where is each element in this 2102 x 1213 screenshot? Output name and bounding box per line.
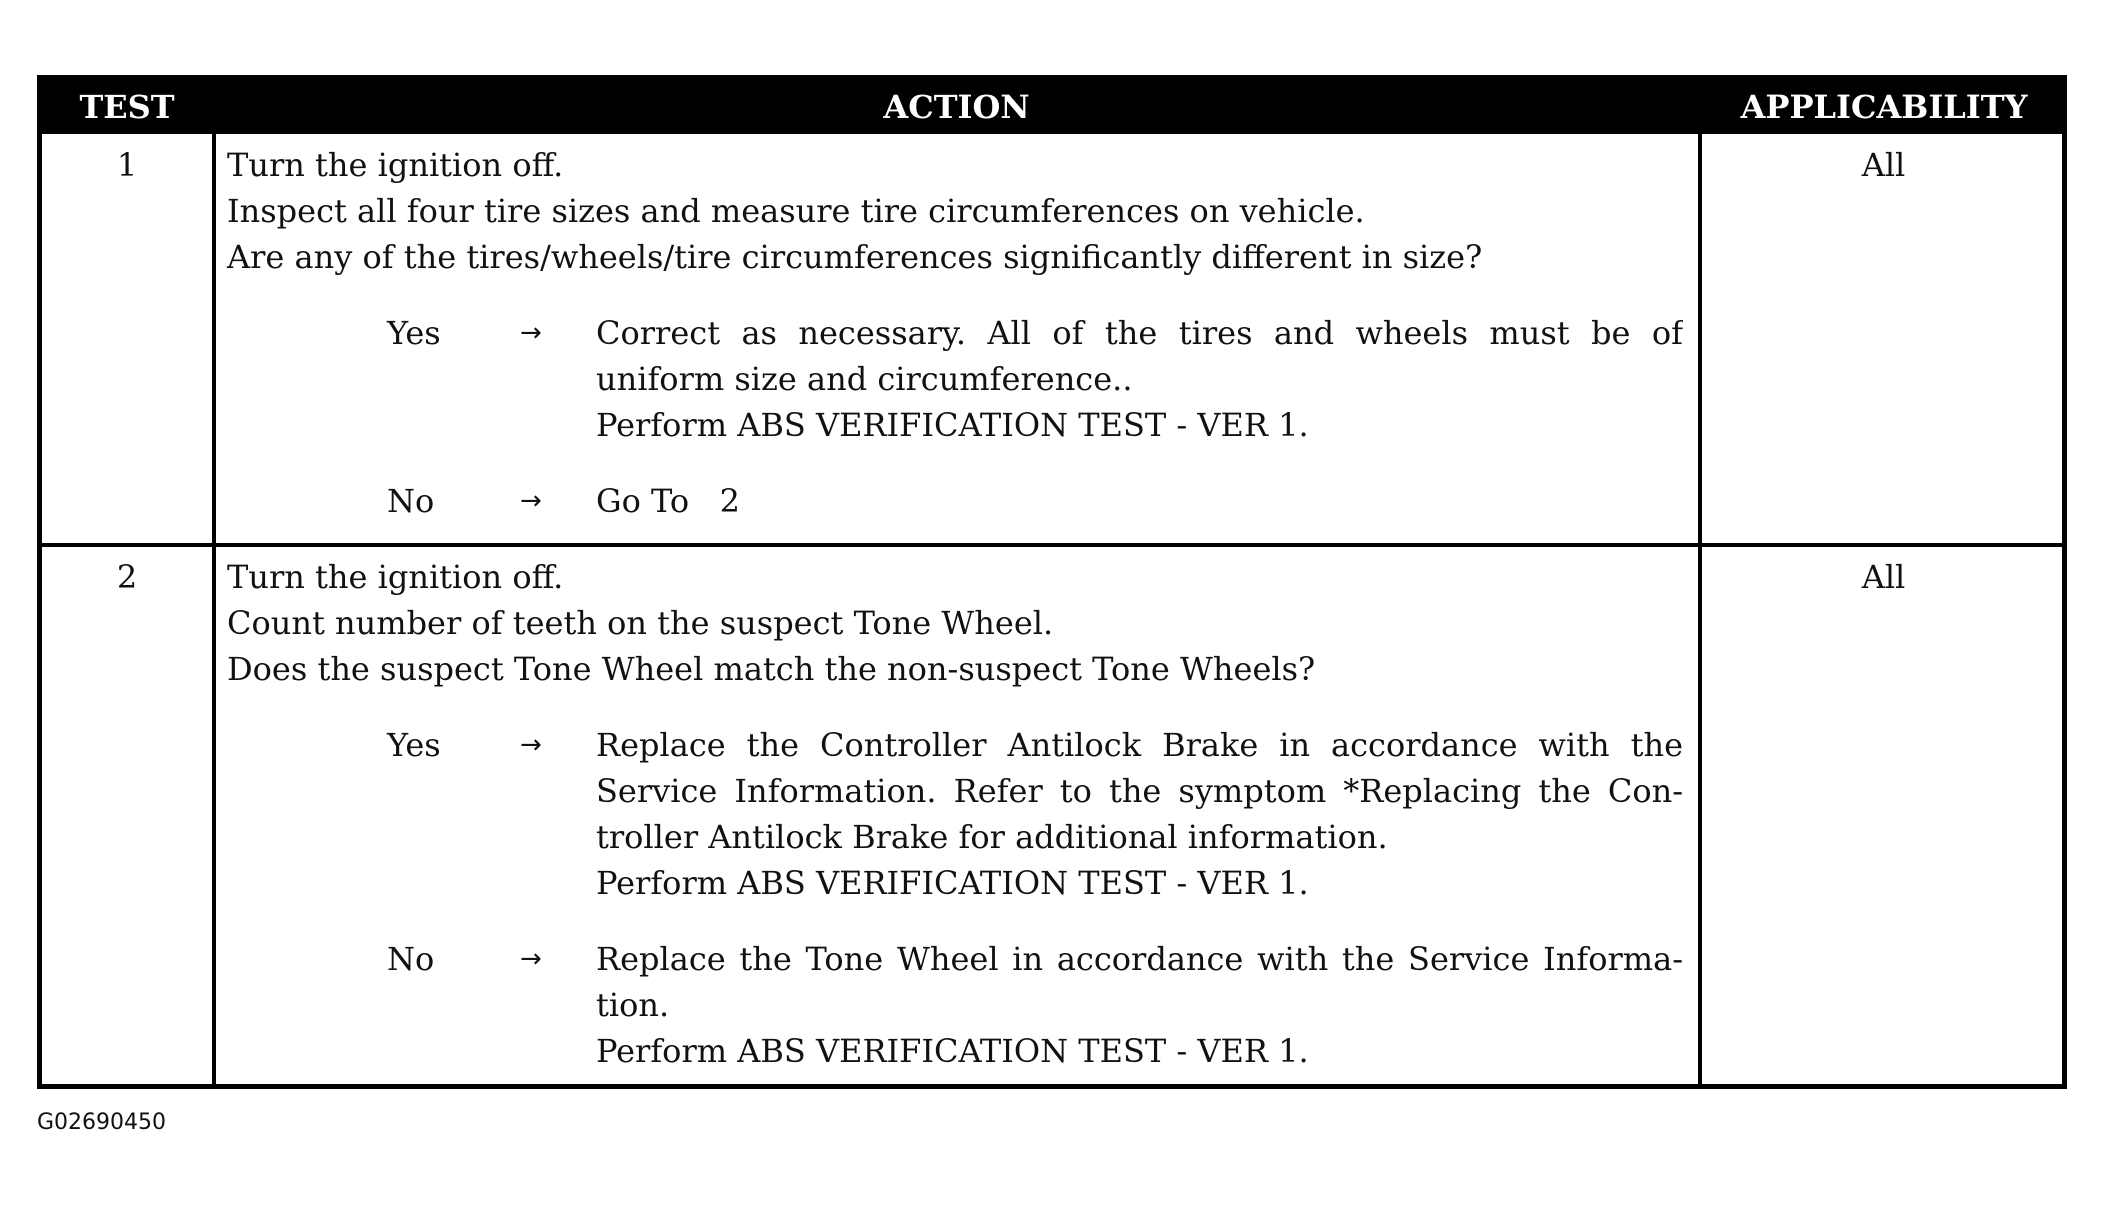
yes-branch xyxy=(227,722,1687,906)
step-text: Inspect all four tire sizes and measure tire circumferences on vehicle. xyxy=(227,192,1365,230)
no-branch xyxy=(227,478,1687,524)
step-text: Turn the ignition off. xyxy=(227,146,564,184)
test-number-2: 2 xyxy=(116,558,138,596)
step-text: Count number of teeth on the suspect Tone Wheel. xyxy=(227,604,1054,642)
result-line: Perform ABS VERIFICATION TEST - VER 1. xyxy=(596,864,1309,902)
yes-label: Yes xyxy=(387,314,441,352)
result-line: tion. xyxy=(596,986,670,1024)
result-line: Go To 2 xyxy=(596,482,740,520)
right-arrow-icon: → xyxy=(520,318,542,348)
header-applicability: APPLICABILITY xyxy=(1740,88,2028,126)
yes-label: Yes xyxy=(387,726,441,764)
test-number-1: 1 xyxy=(116,146,138,184)
result-line: Replace the Controller Antilock Brake in accordance with the xyxy=(596,726,1683,764)
step-text: Turn the ignition off. xyxy=(227,558,564,596)
column-divider xyxy=(1698,134,1702,1084)
action-cell-2 xyxy=(227,554,1687,1074)
table-header-row xyxy=(42,80,2062,134)
no-branch xyxy=(227,936,1687,1074)
header-action: ACTION xyxy=(883,88,1030,126)
no-label: No xyxy=(387,940,435,978)
yes-result-text xyxy=(596,722,1683,906)
row-divider xyxy=(42,543,2062,547)
result-line: Perform ABS VERIFICATION TEST - VER 1. xyxy=(596,406,1309,444)
result-line: Service Information. Refer to the symptom *Replacing the Con- xyxy=(596,772,1683,810)
diagnostic-test-table xyxy=(37,75,2067,1089)
result-line: uniform size and circumference.. xyxy=(596,360,1133,398)
right-arrow-icon: → xyxy=(520,730,542,760)
no-result-text xyxy=(596,936,1683,1074)
result-line: Correct as necessary. All of the tires and wheels must be of xyxy=(596,314,1683,352)
action-cell-1 xyxy=(227,142,1687,524)
result-line: troller Antilock Brake for additional information. xyxy=(596,818,1388,856)
no-result-text xyxy=(596,478,1683,524)
applicability-1: All xyxy=(1861,146,1906,184)
no-label: No xyxy=(387,482,435,520)
result-line: Perform ABS VERIFICATION TEST - VER 1. xyxy=(596,1032,1309,1070)
step-text: Does the suspect Tone Wheel match the non-suspect Tone Wheels? xyxy=(227,650,1316,688)
applicability-2: All xyxy=(1861,558,1906,596)
header-test: TEST xyxy=(79,88,175,126)
step-text: Are any of the tires/wheels/tire circumferences significantly different in size? xyxy=(227,238,1483,276)
figure-id: G02690450 xyxy=(37,1110,167,1135)
column-divider xyxy=(212,134,216,1084)
yes-branch xyxy=(227,310,1687,448)
right-arrow-icon: → xyxy=(520,944,542,974)
result-line: Replace the Tone Wheel in accordance with the Service Informa- xyxy=(596,940,1683,978)
yes-result-text xyxy=(596,310,1683,448)
right-arrow-icon: → xyxy=(520,486,542,516)
